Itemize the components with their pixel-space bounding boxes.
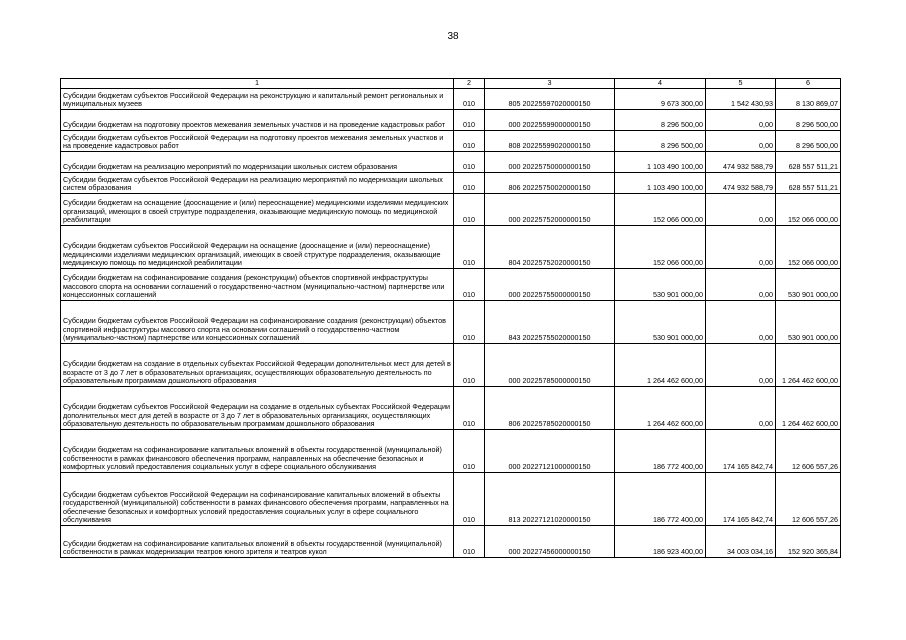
row-unexecuted-amount: 1 264 462 600,00 (776, 387, 841, 430)
table-row (61, 152, 841, 173)
row-line-code: 010 (454, 473, 485, 526)
row-approved-amount: 1 103 490 100,00 (615, 152, 706, 173)
row-budget-classification-code: 000 20225599000000150 (485, 110, 615, 131)
row-approved-amount: 8 296 500,00 (615, 110, 706, 131)
row-line-code: 010 (454, 110, 485, 131)
row-unexecuted-amount: 1 264 462 600,00 (776, 344, 841, 387)
row-description: Субсидии бюджетам на создание в отдельных субъектах Российской Федерации дополнительных мест для детей в возрасте от 3 до 7 лет в образовательных организациях, осуществляющих образовательную деятельность по образовательным программам дошкольного образования (61, 344, 454, 387)
row-budget-classification-code: 806 20225750020000150 (485, 173, 615, 194)
table-row (61, 344, 841, 387)
table-row (61, 173, 841, 194)
row-budget-classification-code: 000 20225755000000150 (485, 269, 615, 301)
row-line-code: 010 (454, 194, 485, 226)
row-line-code: 010 (454, 226, 485, 269)
row-line-code: 010 (454, 173, 485, 194)
row-description: Субсидии бюджетам субъектов Российской Федерации на оснащение (дооснащение и (или) переоснащение) медицинскими изделиями медицинских организаций, имеющих в своей структуре подразделения, оказывающие медицинскую помощь по медицинской реабилитации (61, 226, 454, 269)
row-unexecuted-amount: 8 130 869,07 (776, 89, 841, 110)
row-budget-classification-code: 805 20225597020000150 (485, 89, 615, 110)
table-header-row (61, 79, 841, 89)
row-executed-amount: 34 003 034,16 (706, 526, 776, 558)
table-row (61, 387, 841, 430)
row-unexecuted-amount: 8 296 500,00 (776, 110, 841, 131)
row-description: Субсидии бюджетам на реализацию мероприятий по модернизации школьных систем образования (61, 152, 454, 173)
row-budget-classification-code: 806 20225785020000150 (485, 387, 615, 430)
table-row (61, 473, 841, 526)
row-unexecuted-amount: 628 557 511,21 (776, 152, 841, 173)
row-description: Субсидии бюджетам субъектов Российской Федерации на реконструкцию и капитальный ремонт региональных и муниципальных музеев (61, 89, 454, 110)
row-line-code: 010 (454, 89, 485, 110)
row-budget-classification-code: 808 20225599020000150 (485, 131, 615, 152)
row-approved-amount: 152 066 000,00 (615, 226, 706, 269)
row-unexecuted-amount: 530 901 000,00 (776, 269, 841, 301)
budget-table (60, 78, 841, 558)
row-executed-amount: 0,00 (706, 344, 776, 387)
table-row (61, 110, 841, 131)
table-row (61, 226, 841, 269)
table-row (61, 131, 841, 152)
row-executed-amount: 174 165 842,74 (706, 473, 776, 526)
row-unexecuted-amount: 530 901 000,00 (776, 301, 841, 344)
row-unexecuted-amount: 152 066 000,00 (776, 226, 841, 269)
row-line-code: 010 (454, 526, 485, 558)
row-line-code: 010 (454, 344, 485, 387)
row-line-code: 010 (454, 387, 485, 430)
row-line-code: 010 (454, 269, 485, 301)
table-row (61, 269, 841, 301)
row-description: Субсидии бюджетам субъектов Российской Федерации на подготовку проектов межевания земельных участков и на проведение кадастровых работ (61, 131, 454, 152)
column-header: 1 (61, 79, 454, 89)
row-budget-classification-code: 843 20225755020000150 (485, 301, 615, 344)
row-description: Субсидии бюджетам субъектов Российской Федерации на создание в отдельных субъектах Российской Федерации дополнительных мест для детей в возрасте от 3 до 7 лет в образовательных организациях, осуществляющих образовательную деятельность по образовательным программам дошкольного образования (61, 387, 454, 430)
column-header: 4 (615, 79, 706, 89)
row-approved-amount: 8 296 500,00 (615, 131, 706, 152)
row-budget-classification-code: 000 20227121000000150 (485, 430, 615, 473)
row-unexecuted-amount: 12 606 557,26 (776, 430, 841, 473)
row-description: Субсидии бюджетам на софинансирование создания (реконструкции) объектов спортивной инфраструктуры массового спорта на основании соглашений о государственно-частном (муниципально-частном) партнерстве или концессионных соглашений (61, 269, 454, 301)
row-line-code: 010 (454, 152, 485, 173)
row-approved-amount: 1 103 490 100,00 (615, 173, 706, 194)
row-unexecuted-amount: 628 557 511,21 (776, 173, 841, 194)
row-approved-amount: 1 264 462 600,00 (615, 344, 706, 387)
row-budget-classification-code: 000 20227456000000150 (485, 526, 615, 558)
column-header: 5 (706, 79, 776, 89)
row-line-code: 010 (454, 301, 485, 344)
row-description: Субсидии бюджетам субъектов Российской Федерации на реализацию мероприятий по модернизации школьных систем образования (61, 173, 454, 194)
row-description: Субсидии бюджетам на оснащение (дооснащение и (или) переоснащение) медицинскими изделиями медицинских организаций, имеющих в своей структуре подразделения, оказывающие медицинскую помощь по медицинской реабилитации (61, 194, 454, 226)
column-header: 6 (776, 79, 841, 89)
row-unexecuted-amount: 152 920 365,84 (776, 526, 841, 558)
row-description: Субсидии бюджетам на софинансирование капитальных вложений в объекты государственной (муниципальной) собственности в рамках модернизации театров юного зрителя и театров кукол (61, 526, 454, 558)
row-approved-amount: 152 066 000,00 (615, 194, 706, 226)
row-budget-classification-code: 813 20227121020000150 (485, 473, 615, 526)
table-row (61, 430, 841, 473)
row-executed-amount: 0,00 (706, 131, 776, 152)
row-unexecuted-amount: 152 066 000,00 (776, 194, 841, 226)
row-executed-amount: 0,00 (706, 194, 776, 226)
row-approved-amount: 9 673 300,00 (615, 89, 706, 110)
table-row (61, 194, 841, 226)
row-description: Субсидии бюджетам субъектов Российской Федерации на софинансирование капитальных вложений в объекты государственной (муниципальной) собственности в рамках финансового обеспечения программ, направленных на обеспечение безопасных и комфортных условий предоставления социальных услуг в сфере социального обслуживания (61, 473, 454, 526)
row-approved-amount: 186 772 400,00 (615, 473, 706, 526)
row-approved-amount: 186 772 400,00 (615, 430, 706, 473)
row-executed-amount: 0,00 (706, 301, 776, 344)
row-executed-amount: 0,00 (706, 110, 776, 131)
column-header: 2 (454, 79, 485, 89)
column-header: 3 (485, 79, 615, 89)
row-budget-classification-code: 000 20225750000000150 (485, 152, 615, 173)
row-description: Субсидии бюджетам субъектов Российской Федерации на софинансирование создания (реконструкции) объектов спортивной инфраструктуры массового спорта на основании соглашений о государственно-частном (муниципально-частном) партнерстве или концессионных соглашений (61, 301, 454, 344)
row-approved-amount: 1 264 462 600,00 (615, 387, 706, 430)
row-approved-amount: 530 901 000,00 (615, 269, 706, 301)
row-description: Субсидии бюджетам на подготовку проектов межевания земельных участков и на проведение кадастровых работ (61, 110, 454, 131)
row-unexecuted-amount: 12 606 557,26 (776, 473, 841, 526)
row-unexecuted-amount: 8 296 500,00 (776, 131, 841, 152)
row-description: Субсидии бюджетам на софинансирование капитальных вложений в объекты государственной (муниципальной) собственности в рамках финансового обеспечения программ, направленных на обеспечение безопасных и комфортных условий предоставления социальных услуг в сфере социального обслуживания (61, 430, 454, 473)
row-budget-classification-code: 000 20225752000000150 (485, 194, 615, 226)
table-row (61, 89, 841, 110)
row-executed-amount: 174 165 842,74 (706, 430, 776, 473)
table-row (61, 301, 841, 344)
row-approved-amount: 186 923 400,00 (615, 526, 706, 558)
table-row (61, 526, 841, 558)
row-executed-amount: 0,00 (706, 269, 776, 301)
row-line-code: 010 (454, 430, 485, 473)
row-budget-classification-code: 804 20225752020000150 (485, 226, 615, 269)
row-executed-amount: 1 542 430,93 (706, 89, 776, 110)
row-line-code: 010 (454, 131, 485, 152)
row-approved-amount: 530 901 000,00 (615, 301, 706, 344)
row-executed-amount: 474 932 588,79 (706, 152, 776, 173)
row-executed-amount: 0,00 (706, 226, 776, 269)
row-budget-classification-code: 000 20225785000000150 (485, 344, 615, 387)
row-executed-amount: 0,00 (706, 387, 776, 430)
page-number: 38 (447, 31, 459, 42)
row-executed-amount: 474 932 588,79 (706, 173, 776, 194)
